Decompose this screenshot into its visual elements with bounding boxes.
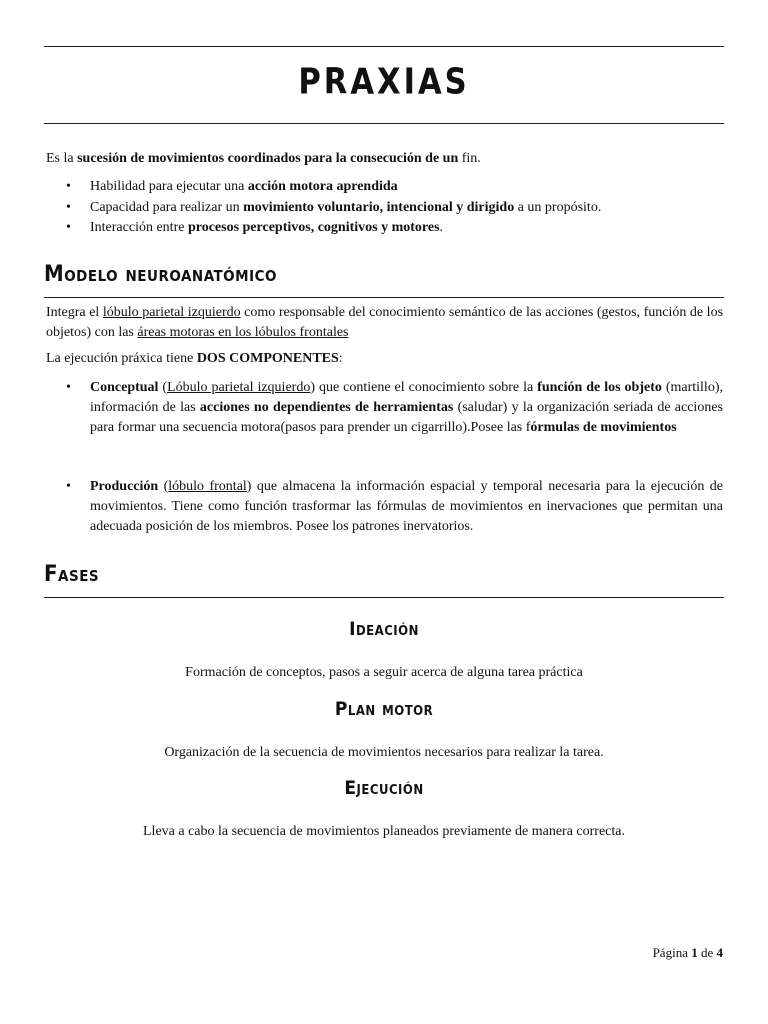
modelo-paragraph: Integra el lóbulo parietal izquierdo como responsable del conocimiento semántico de las acciones (gestos, función de los objetos) con las áreas motoras en los lóbulos frontales	[46, 305, 724, 340]
phase-text-ideacion: Formación de conceptos, pasos a seguir acerca de alguna tarea práctica	[185, 665, 583, 680]
modelo-rule	[44, 297, 724, 298]
phase-text-ejecucion: Lleva a cabo la secuencia de movimientos planeados previamente de manera correcta.	[143, 824, 625, 839]
intro-bullet-2: Capacidad para realizar un movimiento voluntario, intencional y dirigido a un propósito.	[90, 200, 602, 215]
phase-title-ejecucion: Ejecución	[344, 777, 424, 799]
bullet-dot: •	[66, 200, 71, 215]
phase-title-ideacion: Ideación	[349, 618, 419, 640]
section-heading-fases: Fases	[44, 562, 100, 587]
title-rule	[44, 123, 724, 124]
componente-conceptual: Conceptual (Lóbulo parietal izquierdo) que contiene el conocimiento sobre la función de los objeto (martillo), información de las acciones no dependientes de herramientas (saludar) y la organización seriada de acciones para formar una secuencia motora(pasos para prender un cigarrillo).Posee las fórmulas de movimientos	[90, 380, 723, 435]
section-heading-modelo: Modelo neuroanatómico	[44, 262, 277, 287]
componentes-intro: La ejecución práxica tiene DOS COMPONENTES:	[46, 351, 343, 366]
intro-bullet-3: Interacción entre procesos perceptivos, cognitivos y motores.	[90, 220, 444, 235]
componente-produccion: Producción (lóbulo frontal) que almacena la información espacial y temporal necesaria para la ejecución de movimientos. Tiene como función trasformar las fórmulas de movimientos en inervaciones que permitan una adecuada posición de los miembros. Posee los patrones inervatorios.	[90, 479, 723, 534]
bullet-dot: •	[66, 380, 71, 395]
phase-text-plan-motor: Organización de la secuencia de movimientos necesarios para realizar la tarea.	[164, 745, 604, 760]
page-title: PRAXIAS	[298, 61, 470, 103]
fases-rule	[44, 597, 724, 598]
page-number: Página 1 de 4	[652, 945, 723, 960]
bullet-dot: •	[66, 220, 71, 235]
phase-title-plan-motor: Plan motor	[334, 698, 434, 720]
intro-bullet-1: Habilidad para ejecutar una acción motora aprendida	[90, 179, 398, 194]
bullet-dot: •	[66, 479, 71, 494]
bullet-dot: •	[66, 179, 71, 194]
intro-paragraph: Es la sucesión de movimientos coordinados para la consecución de un fin.	[46, 151, 481, 166]
top-rule	[44, 46, 724, 47]
